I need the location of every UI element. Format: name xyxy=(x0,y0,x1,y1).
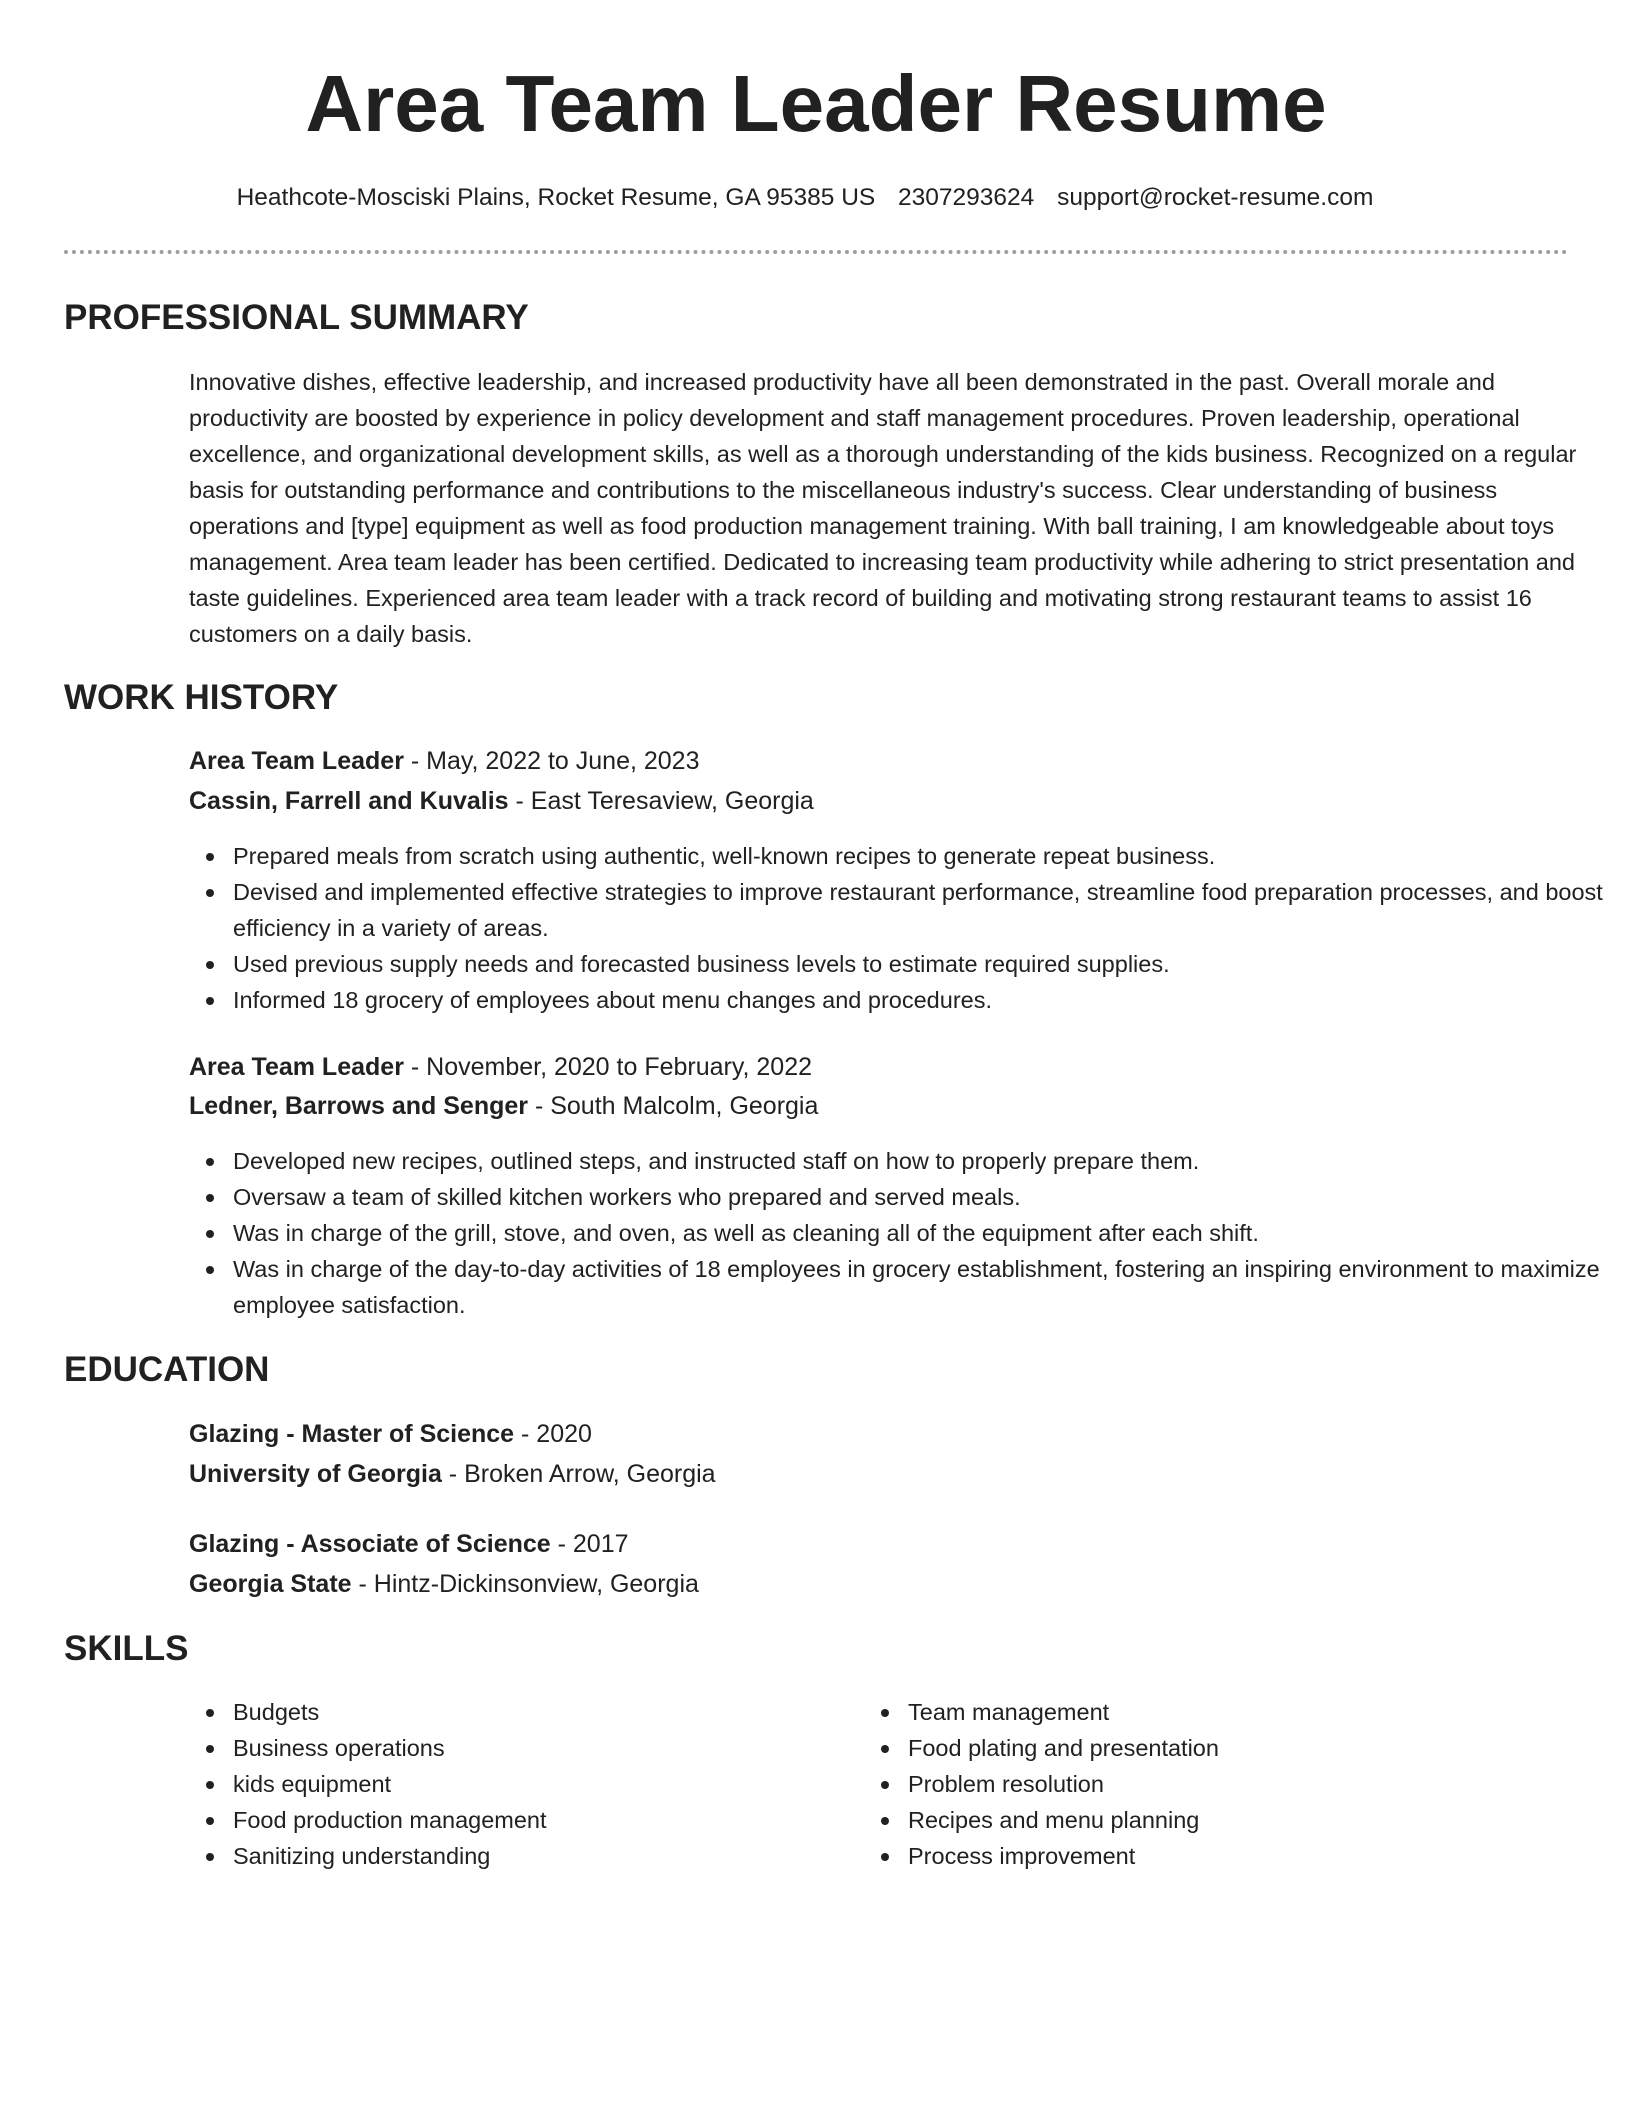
skills-heading: SKILLS xyxy=(64,1629,189,1668)
job-dates: - May, 2022 to June, 2023 xyxy=(403,747,700,775)
skill-item: Sanitizing understanding xyxy=(233,1838,833,1874)
list-item: Used previous supply needs and forecasted business levels to estimate required supplies. xyxy=(233,946,1632,982)
education-location: - Broken Arrow, Georgia xyxy=(441,1460,716,1488)
education-degree-line xyxy=(189,1416,592,1452)
skill-item: kids equipment xyxy=(233,1766,833,1802)
skill-item: Food plating and presentation xyxy=(908,1730,1508,1766)
summary-heading: PROFESSIONAL SUMMARY xyxy=(64,298,529,337)
job-location: - East Teresaview, Georgia xyxy=(508,787,814,815)
education-school-line xyxy=(189,1566,699,1602)
list-item: Prepared meals from scratch using authentic, well-known recipes to generate repeat business. xyxy=(233,838,1632,874)
education-degree: Glazing - Master of Science xyxy=(189,1420,515,1448)
education-school: University of Georgia xyxy=(189,1460,442,1488)
skill-item: Business operations xyxy=(233,1730,833,1766)
summary-text: Innovative dishes, effective leadership, and increased productivity have all been demonstrated in the past. Overall morale and productivity are boosted by experience in policy development and staff management procedures. Proven leadership, operational excellence, and organizational development skills, as well as a thorough understanding of the kids business. Recognized on a regular basis for outstanding performance and contributions to the miscellaneous industry's success. Clear understanding of business operations and [type] equipment as well as food production management training. With ball training, I am knowledgeable about toys management. Area team leader has been certified. Dedicated to increasing team productivity while adhering to strict presentation and taste guidelines. Experienced area team leader with a track record of building and motivating strong restaurant teams to assist 16 customers on a daily basis. xyxy=(189,369,1577,647)
list-item: Oversaw a team of skilled kitchen workers who prepared and served meals. xyxy=(233,1179,1632,1215)
list-item: Informed 18 grocery of employees about menu changes and procedures. xyxy=(233,982,1632,1018)
education-location: - Hintz-Dickinsonview, Georgia xyxy=(351,1570,699,1598)
list-item: Devised and implemented effective strategies to improve restaurant performance, streamline food preparation processes, and boost efficiency in a variety of areas. xyxy=(233,874,1632,946)
contact-info xyxy=(0,180,1610,216)
contact-phone: 2307293624 xyxy=(898,184,1035,211)
education-heading: EDUCATION xyxy=(64,1350,270,1389)
job-company: Ledner, Barrows and Senger xyxy=(189,1092,528,1120)
skill-item: Recipes and menu planning xyxy=(908,1802,1508,1838)
skill-item: Process improvement xyxy=(908,1838,1508,1874)
education-school: Georgia State xyxy=(189,1570,352,1598)
job-bullets xyxy=(189,838,1632,1018)
job-bullets xyxy=(189,1143,1632,1323)
education-degree: Glazing - Associate of Science xyxy=(189,1530,551,1558)
education-year: - 2020 xyxy=(514,1420,592,1448)
contact-address: Heathcote-Mosciski Plains, Rocket Resume, GA 95385 US xyxy=(236,184,876,211)
job-role: Area Team Leader xyxy=(189,747,404,775)
list-item: Was in charge of the grill, stove, and oven, as well as cleaning all of the equipment after each shift. xyxy=(233,1215,1632,1251)
job-dates: - November, 2020 to February, 2022 xyxy=(403,1053,813,1081)
job-company-line xyxy=(189,1088,818,1124)
skills-list-right xyxy=(864,1694,1508,1874)
skill-item: Food production management xyxy=(233,1802,833,1838)
skill-item: Team management xyxy=(908,1694,1508,1730)
list-item: Developed new recipes, outlined steps, and instructed staff on how to properly prepare them. xyxy=(233,1143,1632,1179)
skills-list-left xyxy=(189,1694,833,1874)
skill-item: Budgets xyxy=(233,1694,833,1730)
header-divider xyxy=(64,250,1568,254)
resume-title: Area Team Leader Resume xyxy=(305,59,1327,148)
job-company-line xyxy=(189,783,814,819)
skill-item: Problem resolution xyxy=(908,1766,1508,1802)
education-year: - 2017 xyxy=(550,1530,629,1558)
job-title-line xyxy=(189,1049,812,1085)
job-location: - South Malcolm, Georgia xyxy=(528,1092,819,1120)
education-degree-line xyxy=(189,1526,629,1562)
work-history-heading: WORK HISTORY xyxy=(64,678,339,717)
education-school-line xyxy=(189,1456,716,1492)
list-item: Was in charge of the day-to-day activities of 18 employees in grocery establishment, fostering an inspiring environment to maximize employee satisfaction. xyxy=(233,1251,1632,1323)
job-title-line xyxy=(189,743,699,779)
job-company: Cassin, Farrell and Kuvalis xyxy=(189,787,509,815)
contact-email: support@rocket-resume.com xyxy=(1057,184,1374,211)
job-role: Area Team Leader xyxy=(189,1053,404,1081)
